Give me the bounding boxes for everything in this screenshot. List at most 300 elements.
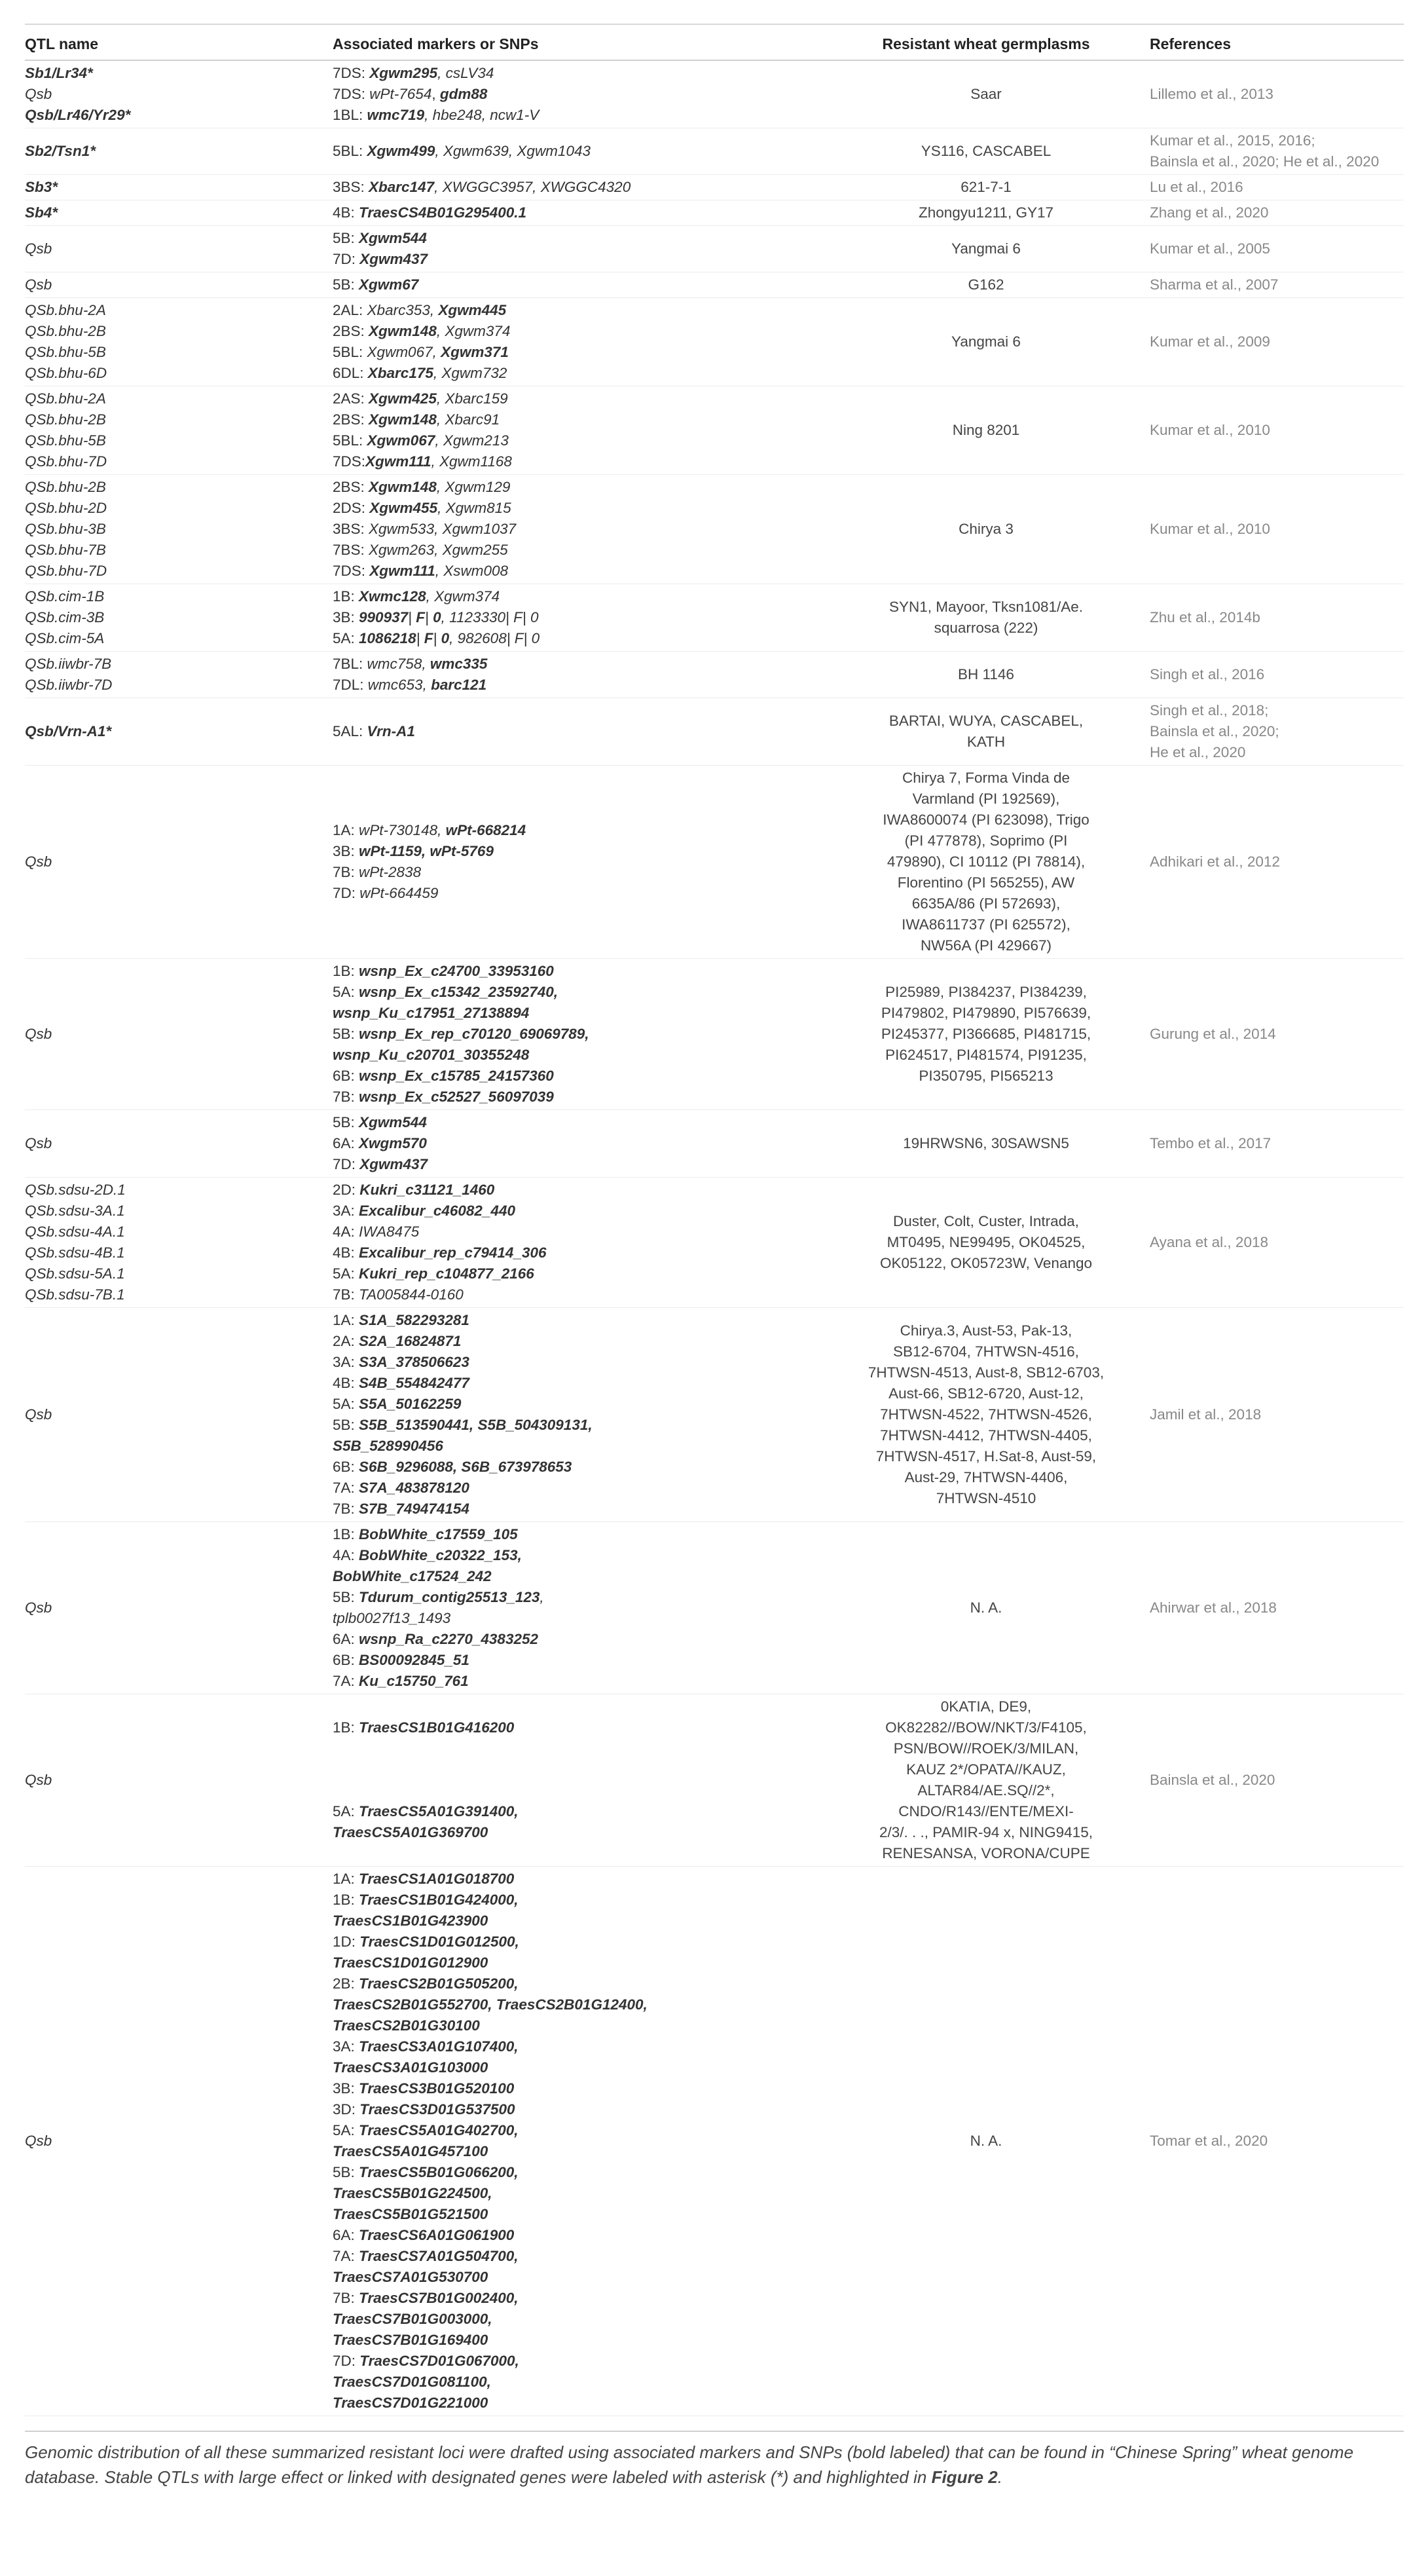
text-segment: 5A:: [333, 2122, 359, 2138]
marker-line: [333, 1352, 849, 1373]
marker-line: [333, 1822, 849, 1843]
reference-cell: [1124, 652, 1404, 698]
reference-line: Kumar et al., 2010: [1150, 521, 1270, 537]
text-segment: 6B:: [333, 1459, 359, 1475]
text-segment: 7A:: [333, 1480, 359, 1496]
text-segment: Xgwm263, Xgwm255: [369, 542, 508, 558]
text-segment: 1A:: [333, 1871, 359, 1887]
text-segment: 2BS:: [333, 479, 369, 495]
text-segment: Sb4*: [25, 204, 58, 221]
header-qtl-name: QTL name: [25, 30, 333, 60]
marker-line: [333, 607, 849, 628]
text-segment: , Xgwm374: [426, 588, 500, 605]
text-segment: Xgwm371: [441, 344, 509, 360]
marker-line: [333, 862, 849, 883]
text-segment: wsnp_Ex_c24700_33953160: [359, 963, 554, 979]
germplasm-line: PSN/BOW//ROEK/3/MILAN,: [893, 1740, 1079, 1757]
qtl-name-cell: [25, 1308, 333, 1522]
text-segment: QSb.iiwbr-7B: [25, 656, 112, 672]
reference-cell: [1124, 1522, 1404, 1694]
germplasm-line: 6635A/86 (PI 572693),: [911, 895, 1061, 912]
text-segment: TraesCS7A01G504700,: [359, 2248, 519, 2264]
text-segment: QSb.sdsu-5A.1: [25, 1265, 125, 1282]
reference-line: Ayana et al., 2018: [1150, 1234, 1268, 1250]
marker-line: [333, 1415, 849, 1436]
germplasm-line: 7HTWSN-4513, Aust-8, SB12-6703,: [868, 1364, 1105, 1381]
text-segment: Xgwm499: [367, 143, 435, 159]
text-segment: 5B:: [333, 2164, 359, 2180]
reference-cell: [1124, 1694, 1404, 1867]
reference-line: Bainsla et al., 2020: [1150, 1772, 1275, 1788]
text-segment: 5A:: [333, 984, 359, 1000]
text-segment: TraesCS3B01G520100: [359, 2080, 515, 2097]
marker-line: [333, 2141, 849, 2162]
marker-line: [333, 141, 849, 162]
marker-line: [333, 654, 849, 675]
text-segment: S1A_582293281: [359, 1312, 469, 1328]
germplasm-line: Ning 8201: [952, 422, 1020, 438]
header-references: References: [1124, 30, 1404, 60]
qtl-name: [25, 1770, 326, 1791]
text-segment: Sb2/Tsn1*: [25, 143, 96, 159]
text-segment: F: [424, 630, 433, 646]
text-segment: |: [433, 630, 441, 646]
marker-line: [333, 1629, 849, 1650]
text-segment: S5B_528990456: [333, 1438, 443, 1454]
text-segment: Xgwm111: [369, 563, 435, 579]
germplasm-cell: [849, 959, 1124, 1110]
marker-line: [333, 2099, 849, 2120]
germplasm-line: Chirya 7, Forma Vinda de: [902, 770, 1070, 786]
markers-cell: [333, 959, 849, 1110]
text-segment: F: [416, 609, 425, 625]
text-segment: 7B:: [333, 864, 359, 880]
marker-line: [333, 1045, 849, 1066]
qtl-name-cell: [25, 1522, 333, 1694]
qtl-name-cell: [25, 1110, 333, 1178]
text-segment: 7B:: [333, 1286, 359, 1303]
qtl-name: [25, 607, 326, 628]
qtl-name: [25, 519, 326, 540]
marker-line: [333, 2351, 849, 2372]
text-segment: 4B:: [333, 1244, 359, 1261]
text-segment: 3B:: [333, 2080, 359, 2097]
reference-cell: [1124, 272, 1404, 298]
marker-line: [333, 1890, 849, 1911]
top-rule: [25, 24, 1404, 25]
marker-line: [333, 2372, 849, 2393]
text-segment: 6A:: [333, 1631, 359, 1647]
qtl-name: [25, 1242, 326, 1263]
marker-line: [333, 1545, 849, 1566]
table-row: [25, 1694, 1404, 1867]
marker-line: [333, 388, 849, 409]
text-segment: Xgwm445: [438, 302, 507, 318]
qtl-name: [25, 451, 326, 472]
text-segment: 0: [433, 609, 441, 625]
text-segment: S3A_378506623: [359, 1354, 469, 1370]
text-segment: Qsb/Vrn-A1*: [25, 723, 112, 739]
reference-line: Gurung et al., 2014: [1150, 1026, 1276, 1042]
marker-line: [333, 249, 849, 270]
marker-line: [333, 2309, 849, 2330]
text-segment: TraesCS7B01G003000,: [333, 2311, 492, 2327]
text-segment: 3A:: [333, 1203, 359, 1219]
reference-cell: [1124, 175, 1404, 200]
text-segment: wsnp_Ex_c52527_56097039: [359, 1089, 554, 1105]
text-segment: TraesCS5A01G457100: [333, 2143, 488, 2159]
qtl-name: [25, 105, 326, 126]
markers-cell: [333, 60, 849, 128]
germplasm-line: PI350795, PI565213: [919, 1068, 1053, 1084]
marker-line: [333, 1087, 849, 1108]
text-segment: Qsb: [25, 853, 52, 870]
text-segment: TraesCS1A01G018700: [359, 1871, 515, 1887]
text-segment: 1B:: [333, 588, 359, 605]
text-segment: Qsb/Lr46/Yr29*: [25, 107, 131, 123]
germplasm-line: KATH: [966, 734, 1006, 750]
qtl-name: [25, 274, 326, 295]
reference-cell: [1124, 200, 1404, 226]
text-segment: S4B_554842477: [359, 1375, 469, 1391]
text-segment: 1B:: [333, 1892, 359, 1908]
text-segment: TraesCS7D01G067000,: [359, 2353, 519, 2369]
markers-cell: [333, 698, 849, 766]
marker-line: [333, 1759, 849, 1780]
table-row: [25, 698, 1404, 766]
text-segment: TraesCS5A01G391400,: [359, 1803, 519, 1820]
text-segment: BobWhite_c17559_105: [359, 1526, 518, 1542]
germplasm-cell: [849, 766, 1124, 959]
germplasm-line: SB12-6704, 7HTWSN-4516,: [893, 1343, 1079, 1360]
marker-line: [333, 1242, 849, 1263]
text-segment: QSb.bhu-2D: [25, 500, 107, 516]
qtl-name-cell: [25, 200, 333, 226]
germplasm-line: 7HTWSN-4412, 7HTWSN-4405,: [880, 1427, 1092, 1444]
text-segment: Sb3*: [25, 179, 58, 195]
marker-line: [333, 841, 849, 862]
reference-cell: [1124, 386, 1404, 475]
text-segment: S2A_16824871: [359, 1333, 462, 1349]
text-segment: Xbarc175: [367, 365, 433, 381]
markers-cell: [333, 128, 849, 175]
text-segment: Genomic distribution of all these summarized resistant loci were drafted using associated markers and SNPs (bold labeled) that can be found in “Chinese Spring” wheat genome database. Stable QTLs with large effect or linked with designated genes were labeled with asterisk (*) and highlighted in: [25, 2442, 1354, 2487]
qtl-name: [25, 300, 326, 321]
qtl-name-cell: [25, 1694, 333, 1867]
reference-cell: [1124, 1308, 1404, 1522]
marker-line: [333, 628, 849, 649]
marker-line: [333, 519, 849, 540]
reference-cell: [1124, 959, 1404, 1110]
text-segment: 5A:: [333, 630, 359, 646]
text-segment: , hbe248, ncw1-V: [424, 107, 540, 123]
germplasm-line: N. A.: [970, 2133, 1002, 2149]
text-segment: , XWGGC3957, XWGGC4320: [434, 179, 631, 195]
text-segment: 5AL:: [333, 723, 367, 739]
germplasm-line: Varmland (PI 192569),: [912, 791, 1060, 807]
germplasm-line: CNDO/R143//ENTE/MEXI-: [898, 1803, 1074, 1820]
qtl-name-cell: [25, 60, 333, 128]
text-segment: 4B:: [333, 1375, 359, 1391]
text-segment: Kukri_c31121_1460: [359, 1182, 495, 1198]
text-segment: Xwgm570: [359, 1135, 427, 1151]
qtl-name: [25, 430, 326, 451]
text-segment: 2AS:: [333, 390, 369, 407]
text-segment: QSb.bhu-2A: [25, 390, 106, 407]
text-segment: , Xgwm213: [435, 432, 509, 449]
germplasm-line: IWA8611737 (PI 625572),: [902, 916, 1071, 933]
text-segment: wsnp_Ku_c20701_30355248: [333, 1047, 530, 1063]
reference-line: Bainsla et al., 2020;: [1150, 723, 1279, 739]
text-segment: Qsb: [25, 86, 52, 102]
reference-line: Adhikari et al., 2012: [1150, 853, 1280, 870]
qtl-name: [25, 1201, 326, 1222]
marker-line: [333, 2015, 849, 2036]
text-segment: 7DS:: [333, 86, 370, 102]
text-segment: wsnp_Ku_c17951_27138894: [333, 1005, 530, 1021]
germplasm-line: 0KATIA, DE9,: [940, 1698, 1032, 1715]
table-body: [25, 60, 1404, 2416]
marker-line: [333, 1154, 849, 1175]
germplasm-cell: [849, 200, 1124, 226]
text-segment: wsnp_Ex_c15785_24157360: [359, 1068, 554, 1084]
marker-line: [333, 1112, 849, 1133]
text-segment: 3B:: [333, 843, 359, 859]
text-segment: 7DS:: [333, 65, 370, 81]
germplasm-line: RENESANSA, VORONA/CUPE: [882, 1845, 1090, 1861]
germplasm-cell: [849, 60, 1124, 128]
marker-line: [333, 1738, 849, 1759]
marker-line: [333, 274, 849, 295]
marker-line: [333, 2120, 849, 2141]
text-segment: , Xgwm639, Xgwm1043: [435, 143, 591, 159]
text-segment: Vrn-A1: [367, 723, 415, 739]
reference-cell: [1124, 1178, 1404, 1308]
text-segment: 5A:: [333, 1803, 359, 1820]
reference-line: Kumar et al., 2015, 2016;: [1150, 132, 1315, 149]
text-segment: Figure 2: [931, 2467, 998, 2487]
text-segment: 6B:: [333, 1652, 359, 1668]
qtl-name: [25, 84, 326, 105]
marker-line: [333, 1066, 849, 1087]
marker-line: [333, 1331, 849, 1352]
marker-line: [333, 105, 849, 126]
table-row: [25, 475, 1404, 584]
marker-line: [333, 961, 849, 982]
marker-line: [333, 2225, 849, 2246]
qtl-name: [25, 1597, 326, 1618]
germplasm-line: 621-7-1: [961, 179, 1012, 195]
germplasm-line: YS116, CASCABEL: [921, 143, 1052, 159]
text-segment: ,: [431, 86, 440, 102]
text-segment: QSb.bhu-2A: [25, 302, 106, 318]
germplasm-line: G162: [968, 276, 1004, 293]
text-segment: QSb.sdsu-4A.1: [25, 1223, 125, 1240]
text-segment: , 1123330| F| 0: [441, 609, 539, 625]
text-segment: QSb.sdsu-4B.1: [25, 1244, 125, 1261]
markers-cell: [333, 652, 849, 698]
text-segment: 7DS:: [333, 453, 366, 470]
reference-line: Tembo et al., 2017: [1150, 1135, 1272, 1151]
qtl-name-cell: [25, 1178, 333, 1308]
reference-cell: [1124, 1110, 1404, 1178]
reference-line: Singh et al., 2018;: [1150, 702, 1269, 719]
table-row: [25, 1308, 1404, 1522]
text-segment: BobWhite_c17524_242: [333, 1568, 492, 1584]
text-segment: Qsb: [25, 276, 52, 293]
text-segment: S5A_50162259: [359, 1396, 462, 1412]
qtl-name: [25, 2131, 326, 2152]
text-segment: wPt-664459: [359, 885, 439, 901]
text-segment: QSb.bhu-3B: [25, 521, 106, 537]
marker-line: [333, 2057, 849, 2078]
qtl-name-cell: [25, 226, 333, 272]
qtl-name: [25, 1180, 326, 1201]
germplasm-line: Aust-29, 7HTWSN-4406,: [904, 1469, 1068, 1485]
marker-line: [333, 177, 849, 198]
text-segment: 6A:: [333, 2227, 359, 2243]
text-segment: TraesCS5A01G402700,: [359, 2122, 519, 2138]
text-segment: 5A:: [333, 1396, 359, 1412]
reference-line: Kumar et al., 2010: [1150, 422, 1270, 438]
qtl-name-cell: [25, 698, 333, 766]
text-segment: 1086218: [359, 630, 416, 646]
text-segment: |: [424, 609, 433, 625]
qtl-name: [25, 628, 326, 649]
marker-line: [333, 430, 849, 451]
text-segment: , Xgwm815: [437, 500, 511, 516]
text-segment: , Xswm008: [435, 563, 509, 579]
marker-line: [333, 1003, 849, 1024]
germplasm-line: squarrosa (222): [934, 620, 1038, 636]
germplasm-cell: [849, 584, 1124, 652]
marker-line: [333, 1478, 849, 1499]
marker-line: [333, 1994, 849, 2015]
marker-line: [333, 1608, 849, 1629]
reference-line: Kumar et al., 2005: [1150, 240, 1270, 257]
marker-line: [333, 982, 849, 1003]
text-segment: QSb.sdsu-2D.1: [25, 1182, 126, 1198]
text-segment: Ku_c15750_761: [359, 1673, 469, 1689]
marker-line: [333, 1869, 849, 1890]
qtl-name: [25, 1133, 326, 1154]
table-row: [25, 1867, 1404, 2416]
text-segment: Xgwm437: [359, 1156, 428, 1172]
reference-cell: [1124, 766, 1404, 959]
text-segment: 7B:: [333, 1089, 359, 1105]
marker-line: [333, 1394, 849, 1415]
markers-cell: [333, 766, 849, 959]
text-segment: 1B:: [333, 1526, 359, 1542]
text-segment: QSb.cim-3B: [25, 609, 105, 625]
markers-cell: [333, 272, 849, 298]
reference-line: Lu et al., 2016: [1150, 179, 1243, 195]
text-segment: 2B:: [333, 1975, 359, 1992]
text-segment: QSb.bhu-6D: [25, 365, 107, 381]
text-segment: QSb.bhu-2B: [25, 411, 106, 428]
marker-line: [333, 363, 849, 384]
marker-line: [333, 1524, 849, 1545]
table-row: [25, 1110, 1404, 1178]
marker-line: [333, 1973, 849, 1994]
marker-line: [333, 561, 849, 582]
germplasm-cell: [849, 298, 1124, 386]
marker-line: [333, 1671, 849, 1692]
qtl-name: [25, 1263, 326, 1284]
markers-cell: [333, 475, 849, 584]
marker-line: [333, 2036, 849, 2057]
text-segment: |: [416, 630, 424, 646]
text-segment: Xgwm295: [369, 65, 438, 81]
germplasm-line: BARTAI, WUYA, CASCABEL,: [888, 713, 1084, 729]
qtl-name-cell: [25, 272, 333, 298]
text-segment: 5B:: [333, 1026, 359, 1042]
marker-line: [333, 721, 849, 742]
text-segment: 5BL:: [333, 143, 367, 159]
text-segment: IWA8475: [359, 1223, 420, 1240]
qtl-name: [25, 561, 326, 582]
markers-cell: [333, 1110, 849, 1178]
reference-cell: [1124, 60, 1404, 128]
text-segment: TraesCS2B01G505200,: [359, 1975, 519, 1992]
germplasm-line: Chirya.3, Aust-53, Pak-13,: [900, 1322, 1072, 1339]
marker-line: [333, 1566, 849, 1587]
reference-line: Zhu et al., 2014b: [1150, 609, 1260, 625]
table-row: [25, 175, 1404, 200]
markers-cell: [333, 386, 849, 475]
markers-cell: [333, 1694, 849, 1867]
qtl-name: [25, 540, 326, 561]
text-segment: wPt-730148,: [359, 822, 446, 838]
reference-line: Tomar et al., 2020: [1150, 2133, 1268, 2149]
text-segment: ,: [540, 1589, 544, 1605]
table-row: [25, 766, 1404, 959]
germplasm-cell: [849, 1178, 1124, 1308]
text-segment: 7BS:: [333, 542, 369, 558]
reference-cell: [1124, 128, 1404, 175]
text-segment: Sb1/Lr34*: [25, 65, 93, 81]
qtl-name-cell: [25, 298, 333, 386]
germplasm-line: PI245377, PI366685, PI481715,: [881, 1026, 1091, 1042]
germplasm-line: 7HTWSN-4517, H.Sat-8, Aust-59,: [875, 1448, 1097, 1465]
text-segment: wmc719: [367, 107, 425, 123]
text-segment: S7A_483878120: [359, 1480, 469, 1496]
marker-line: [333, 2246, 849, 2267]
marker-line: [333, 1263, 849, 1284]
table-row: [25, 386, 1404, 475]
text-segment: 3A:: [333, 2038, 359, 2055]
germplasm-line: Saar: [970, 86, 1002, 102]
germplasm-line: Florentino (PI 565255), AW: [897, 874, 1075, 891]
text-segment: Qsb: [25, 1026, 52, 1042]
germplasm-cell: [849, 128, 1124, 175]
marker-line: [333, 1436, 849, 1457]
text-segment: QSb.sdsu-3A.1: [25, 1203, 125, 1219]
marker-line: [333, 883, 849, 904]
text-segment: 5B:: [333, 1417, 359, 1433]
text-segment: barc121: [431, 677, 487, 693]
document-page: [25, 24, 1404, 2490]
table-row: [25, 959, 1404, 1110]
germplasm-cell: [849, 698, 1124, 766]
text-segment: QSb.bhu-2B: [25, 479, 106, 495]
text-segment: , 982608| F| 0: [449, 630, 540, 646]
text-segment: 2DS:: [333, 500, 370, 516]
qtl-name: [25, 851, 326, 872]
germplasm-cell: [849, 272, 1124, 298]
text-segment: , csLV34: [437, 65, 494, 81]
germplasm-line: Zhongyu1211, GY17: [919, 204, 1053, 221]
